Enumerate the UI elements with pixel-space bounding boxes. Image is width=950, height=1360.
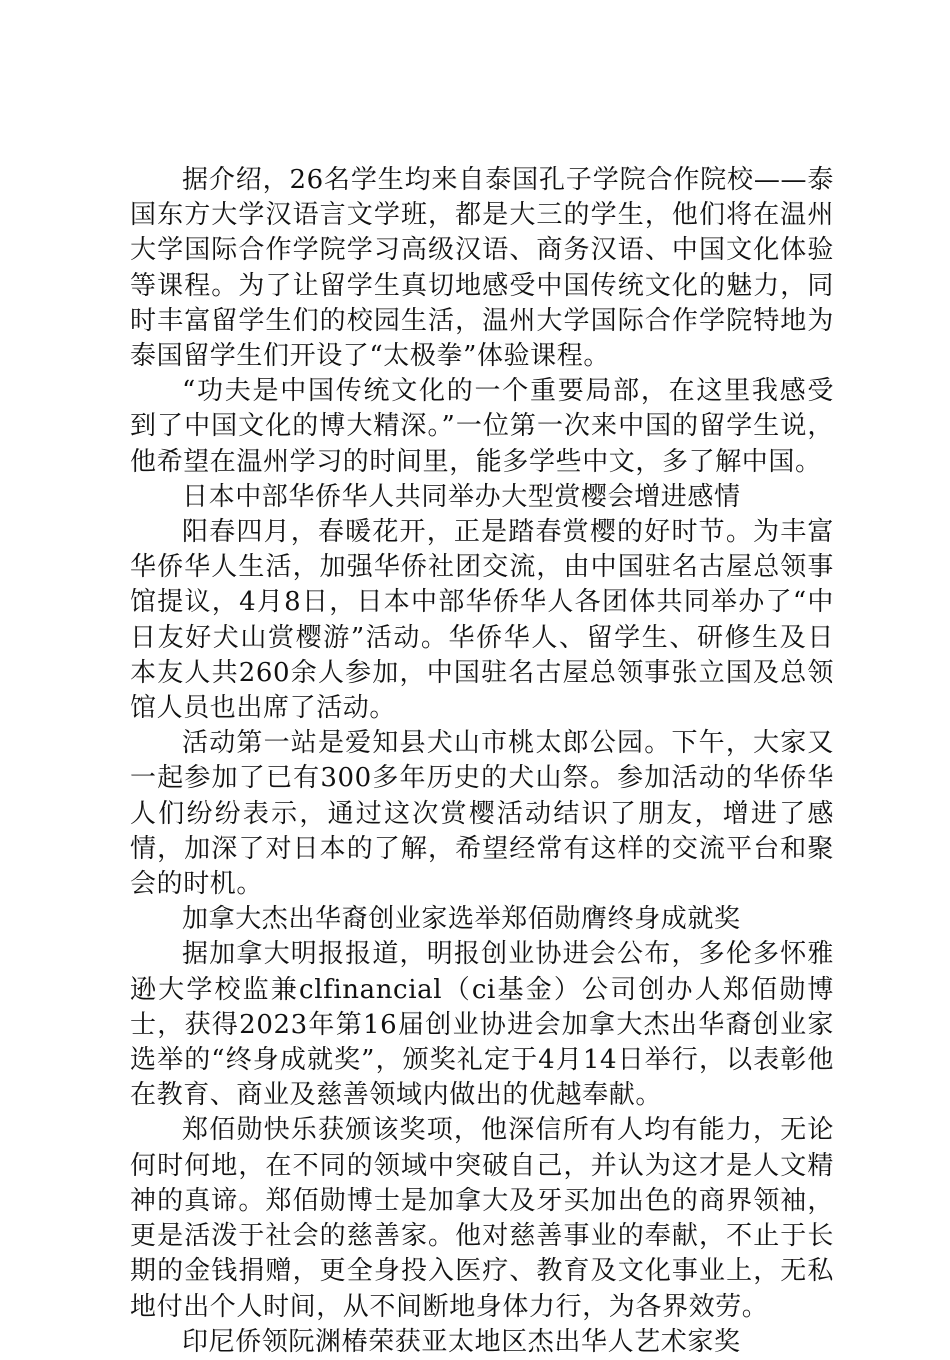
heading-indonesia-artist-award: 印尼侨领阮渊椿荣获亚太地区杰出华人艺术家奖 [182, 1326, 741, 1357]
heading-japan-cherry-blossom: 日本中部华侨华人共同举办大型赏樱会增进感情 [182, 481, 741, 512]
article-body [130, 163, 834, 1360]
paragraph-cherry-blossom-event: 阳春四月，春暖花开，正是踏春赏樱的好时节。为丰富华侨华人生活，加强华侨社团交流，由中国驻名古屋总领事馆提议，4月8日，日本中部华侨华人各团体共同举办了“中日友好犬山赏樱游”活动。华侨华人、留学生、研修生及日本友人共260余人参加，中国驻名古屋总领事张立国及总领馆人员也出席了活动。 [130, 517, 834, 724]
paragraph-award-announcement: 据加拿大明报报道，明报创业协进会公布，多伦多怀雅逊大学校监兼clfinancial（ci基金）公司创办人郑佰勋博士，获得2023年第16届创业协进会加拿大杰出华裔创业家选举的“终身成就奖”，颁奖礼定于4月14日举行，以表彰他在教育、商业及慈善领域内做出的优越奉献。 [130, 939, 834, 1111]
paragraph-thai-students-intro: 据介绍，26名学生均来自泰国孔子学院合作院校——泰国东方大学汉语言文学班，都是大三的学生，他们将在温州大学国际合作学院学习高级汉语、商务汉语、中国文化体验等课程。为了让留学生真切地感受中国传统文化的魅力，同时丰富留学生们的校园生活，温州大学国际合作学院特地为泰国留学生们开设了“太极拳”体验课程。 [130, 165, 834, 372]
paragraph-award-recipient: 郑佰勋快乐获颁该奖项，他深信所有人均有能力，无论何时何地，在不同的领域中突破自己，并认为这才是人文精神的真谛。郑佰勋博士是加拿大及牙买加出色的商界领袖，更是活泼于社会的慈善家。他对慈善事业的奉献，不止于长期的金钱捐赠，更全身投入医疗、教育及文化事业上，无私地付出个人时间，从不间断地身体力行，为各界效劳。 [130, 1115, 834, 1322]
paragraph-student-quote: “功夫是中国传统文化的一个重要局部，在这里我感受到了中国文化的博大精深。”一位第一次来中国的留学生说，他希望在温州学习的时间里，能多学些中文，多了解中国。 [130, 376, 834, 477]
paragraph-inuyama-festival: 活动第一站是爱知县犬山市桃太郎公园。下午，大家又一起参加了已有300多年历史的犬山祭。参加活动的华侨华人们纷纷表示，通过这次赏樱活动结识了朋友，增进了感情，加深了对日本的了解，希望经常有这样的交流平台和聚会的时机。 [130, 728, 834, 900]
heading-canada-entrepreneur-award: 加拿大杰出华裔创业家选举郑佰勋膺终身成就奖 [182, 904, 741, 935]
